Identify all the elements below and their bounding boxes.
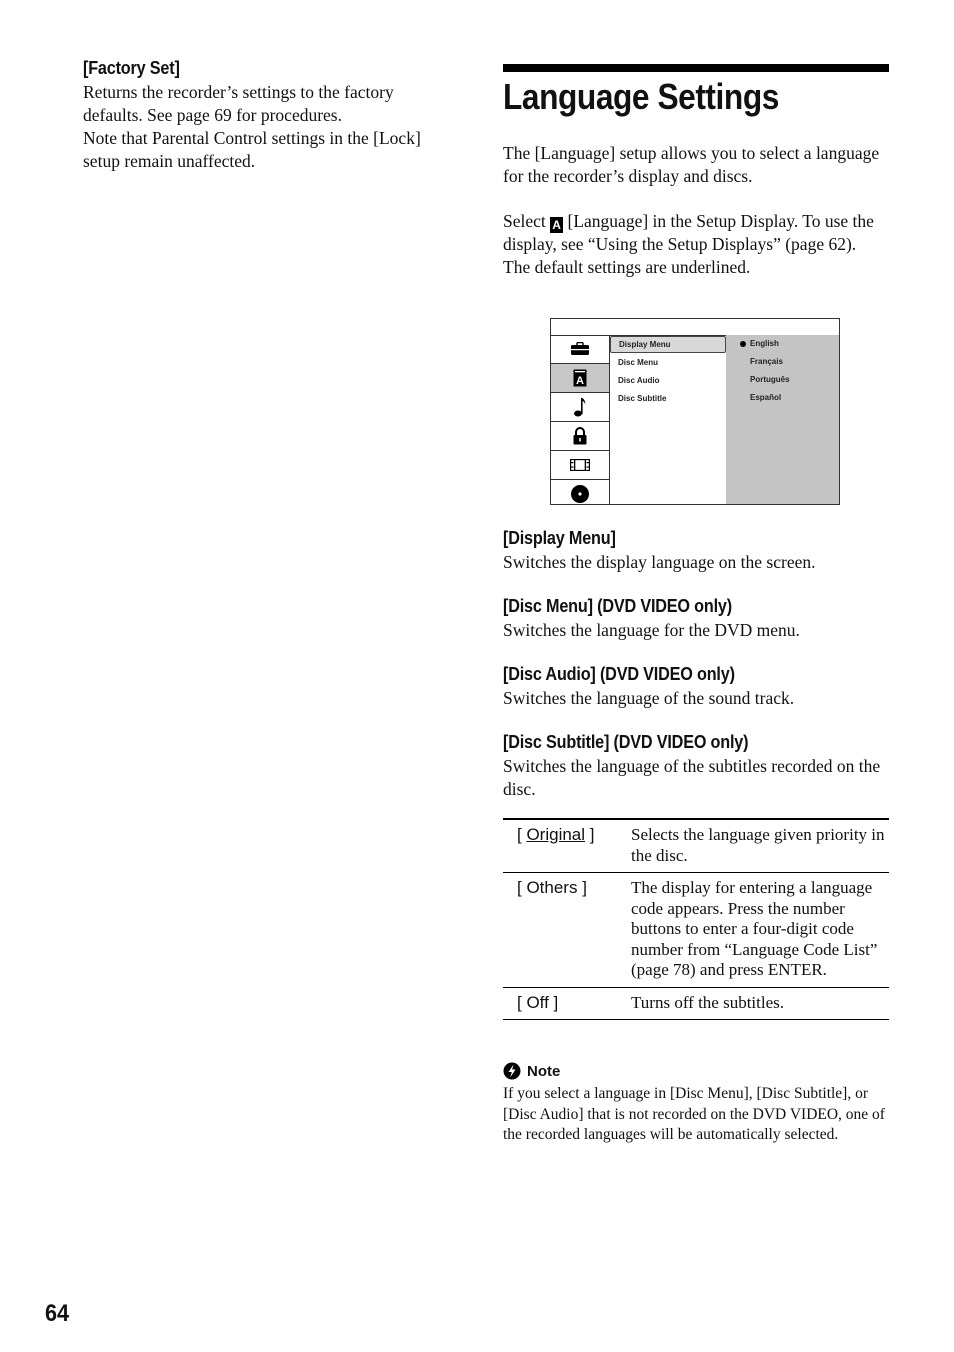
setup-tab-disc[interactable] xyxy=(551,480,609,508)
setup-options-column xyxy=(726,335,839,504)
disc-audio-section xyxy=(503,664,893,710)
factory-set-section xyxy=(83,58,473,173)
description-cell: Turns off the subtitles. xyxy=(631,987,889,1020)
disc-subtitle-section xyxy=(503,732,893,801)
bracket: [ xyxy=(517,878,527,897)
option-label: Português xyxy=(750,375,790,384)
bracket: ] xyxy=(548,992,559,1012)
section-text: Switches the language for the DVD menu. xyxy=(503,620,800,640)
option-cell xyxy=(503,987,631,1020)
menu-item-display-menu[interactable]: Display Menu xyxy=(610,336,726,353)
intro-paragraph: The [Language] setup allows you to select a language for the recorder’s display and discs. xyxy=(503,143,880,186)
note-text: If you select a language in [Disc Menu], [Disc Subtitle], or [Disc Audio] that is not recorded on the DVD VIDEO, one of the recorded languages will be automatically selected. xyxy=(503,1085,885,1143)
option-name: Others xyxy=(526,878,578,897)
title-rule xyxy=(503,64,889,72)
music-note-icon xyxy=(573,396,587,418)
option-name: Off xyxy=(526,992,549,1012)
option-english[interactable] xyxy=(726,335,839,353)
disc-icon xyxy=(570,484,590,504)
select-text-before: Select xyxy=(503,211,551,231)
factory-set-line: defaults. See page 69 for procedures. xyxy=(83,105,342,125)
menu-item-disc-subtitle[interactable]: Disc Subtitle xyxy=(618,394,667,403)
option-cell xyxy=(503,819,631,873)
language-icon: A xyxy=(550,217,563,233)
bracket: ] xyxy=(577,878,587,897)
factory-set-heading: [Factory Set] xyxy=(83,58,180,78)
bracket: [ xyxy=(517,825,527,844)
option-label: Français xyxy=(750,357,783,366)
factory-set-line: Note that Parental Control settings in the [Lock] xyxy=(83,128,421,148)
bracket: [ xyxy=(517,992,527,1012)
section-heading: [Disc Audio] (DVD VIDEO only) xyxy=(503,664,735,684)
setup-tab-language[interactable] xyxy=(551,364,609,393)
select-instructions xyxy=(503,210,893,279)
setup-display-illustration xyxy=(550,318,840,505)
page-number: 64 xyxy=(45,1300,70,1327)
note-icon xyxy=(503,1062,521,1080)
factory-set-text xyxy=(83,81,473,173)
option-francais[interactable] xyxy=(726,353,839,371)
setup-icon-column xyxy=(551,335,610,504)
svg-text:A: A xyxy=(576,375,584,387)
menu-item-disc-menu[interactable]: Disc Menu xyxy=(618,358,659,367)
table-row xyxy=(503,819,889,873)
description-cell: Selects the language given priority in the disc. xyxy=(631,819,889,873)
table-row xyxy=(503,873,889,988)
setup-tab-video[interactable] xyxy=(551,451,609,480)
note-heading xyxy=(503,1062,893,1080)
section-text: Switches the language of the subtitles recorded on the disc. xyxy=(503,756,881,799)
note-label: Note xyxy=(527,1062,561,1080)
option-espanol[interactable] xyxy=(726,389,839,407)
film-icon xyxy=(570,459,590,471)
factory-set-line: setup remain unaffected. xyxy=(83,151,256,171)
setup-title-bar xyxy=(551,319,839,336)
option-cell xyxy=(503,873,631,988)
select-paragraph xyxy=(503,210,893,256)
section-heading: [Display Menu] xyxy=(503,528,616,548)
note-section xyxy=(503,1062,893,1146)
section-text: Switches the language of the sound track. xyxy=(503,688,795,708)
bracket: ] xyxy=(585,825,595,844)
option-label: Español xyxy=(750,393,782,402)
disc-menu-section xyxy=(503,596,893,642)
select-text-after: [Language] in the Setup Display. To use the display, see “Using the Setup Displays” (page 62). xyxy=(503,211,874,254)
table-row xyxy=(503,987,889,1020)
display-menu-section xyxy=(503,528,893,574)
selected-dot-icon xyxy=(740,341,746,347)
factory-set-line: Returns the recorder’s settings to the factory xyxy=(83,82,394,102)
option-name-default: Original xyxy=(526,825,586,844)
description-cell: The display for entering a language code appears. Press the number buttons to enter a four-digit code number from “Language Code List” (page 78) and press ENTER. xyxy=(631,873,889,988)
menu-item-disc-audio[interactable]: Disc Audio xyxy=(618,376,660,385)
setup-tab-audio[interactable] xyxy=(551,393,609,422)
language-icon xyxy=(573,369,587,387)
option-label: English xyxy=(750,339,779,348)
toolbox-icon xyxy=(570,342,590,356)
setup-tab-toolbox[interactable] xyxy=(551,335,609,364)
lock-icon xyxy=(572,427,588,445)
section-text: Switches the display language on the screen. xyxy=(503,552,816,572)
page-title: Language Settings xyxy=(503,76,779,117)
section-heading: [Disc Subtitle] (DVD VIDEO only) xyxy=(503,732,749,752)
setup-tab-lock[interactable] xyxy=(551,422,609,451)
subtitle-options-table xyxy=(503,818,889,1020)
default-note: The default settings are underlined. xyxy=(503,257,751,277)
option-portugues[interactable] xyxy=(726,371,839,389)
section-heading: [Disc Menu] (DVD VIDEO only) xyxy=(503,596,732,616)
setup-menu-column xyxy=(610,335,726,504)
